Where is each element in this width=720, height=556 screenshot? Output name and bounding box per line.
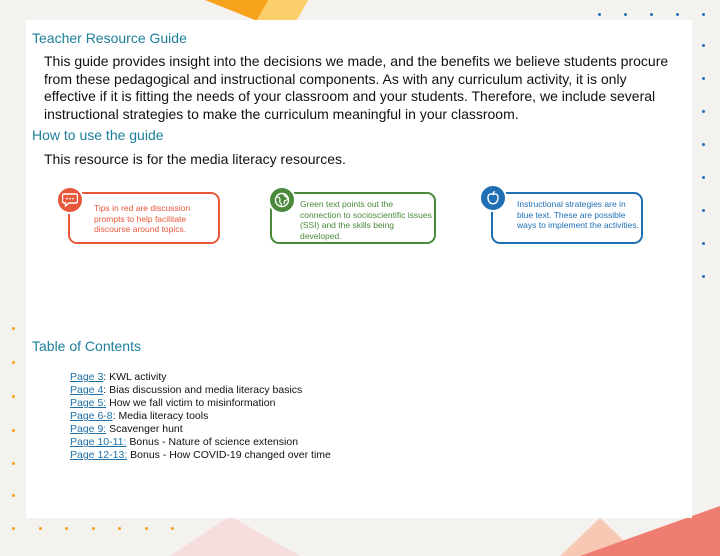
card-text: Green text points out the connection to socioscientific issues (SSI) and the skills being developed. — [300, 199, 432, 241]
discussion-tips-card — [68, 192, 220, 244]
toc-page-link[interactable]: Page 6-8 — [70, 410, 113, 422]
page-title: Teacher Resource Guide — [32, 30, 187, 46]
toc-item — [70, 371, 331, 384]
decorative-dot — [118, 527, 121, 530]
decorative-dot — [624, 13, 627, 16]
toc-page-link[interactable]: Page 9: — [70, 423, 107, 435]
toc-heading: Table of Contents — [32, 338, 141, 354]
toc-page-link[interactable]: Page 10-11: — [70, 436, 127, 448]
decorative-dot — [39, 527, 42, 530]
toc-desc: Bias discussion and media literacy basics — [109, 384, 303, 396]
ssi-connection-card — [270, 192, 436, 244]
decorative-dot — [702, 242, 705, 245]
toc-item — [70, 423, 331, 436]
document-page — [26, 20, 692, 518]
decorative-triangle-pink — [170, 516, 300, 556]
toc-item — [70, 397, 331, 410]
decorative-dot — [12, 395, 15, 398]
decorative-dot — [12, 429, 15, 432]
toc-desc: Bonus - Nature of science extension — [129, 436, 299, 448]
decorative-dot — [12, 462, 15, 465]
decorative-dot — [65, 527, 68, 530]
decorative-dot — [702, 77, 705, 80]
decorative-dot — [12, 361, 15, 364]
how-to-text: This resource is for the media literacy resources. — [44, 151, 346, 167]
how-to-heading: How to use the guide — [32, 127, 164, 143]
toc-item — [70, 410, 331, 423]
decorative-dot — [12, 494, 15, 497]
toc-page-link[interactable]: Page 4 — [70, 384, 104, 396]
toc-desc: How we fall victim to misinformation — [109, 397, 276, 409]
decorative-dot — [145, 527, 148, 530]
decorative-dot — [702, 176, 705, 179]
decorative-dot — [92, 527, 95, 530]
toc-sep: : — [103, 371, 110, 383]
globe-icon — [268, 186, 296, 214]
card-text: Instructional strategies are in blue text. These are possible ways to implement the activities. — [517, 199, 639, 230]
toc-desc: Media literacy tools — [118, 410, 209, 422]
toc-page-link[interactable]: Page 12-13: — [70, 449, 128, 461]
decorative-dot — [676, 13, 679, 16]
decorative-dot — [12, 527, 15, 530]
decorative-dot — [702, 275, 705, 278]
intro-paragraph: This guide provides insight into the decisions we made, and the benefits we believe students procure from these pedagogical and instructional components. As with any curriculum activity, it is only effective if it is fitting the needs of your classroom and your students. Therefore, we include several instructional strategies to make the curriculum meaningful in your classroom. — [44, 53, 669, 122]
toc-desc: Bonus - How COVID-19 changed over time — [130, 449, 331, 461]
decorative-dot — [702, 143, 705, 146]
toc-sep: : — [112, 410, 119, 422]
toc-sep: : — [103, 384, 110, 396]
decorative-dot — [702, 209, 705, 212]
speech-bubble-icon — [56, 186, 84, 214]
card-text: Tips in red are discussion prompts to help facilitate discourse around topics. — [94, 203, 191, 234]
toc-page-link[interactable]: Page 5: — [70, 397, 107, 409]
decorative-dot — [171, 527, 174, 530]
toc-desc: Scavenger hunt — [109, 423, 183, 435]
toc-item — [70, 449, 331, 462]
toc-page-link[interactable]: Page 3 — [70, 371, 104, 383]
table-of-contents — [70, 371, 331, 462]
decorative-dot — [650, 13, 653, 16]
decorative-dot — [12, 327, 15, 330]
decorative-dot — [702, 13, 705, 16]
decorative-dot — [702, 44, 705, 47]
toc-item — [70, 436, 331, 449]
apple-icon — [479, 184, 507, 212]
decorative-dot — [702, 110, 705, 113]
toc-desc: KWL activity — [109, 371, 167, 383]
toc-item — [70, 384, 331, 397]
instructional-strategies-card — [491, 192, 643, 244]
decorative-dot — [598, 13, 601, 16]
